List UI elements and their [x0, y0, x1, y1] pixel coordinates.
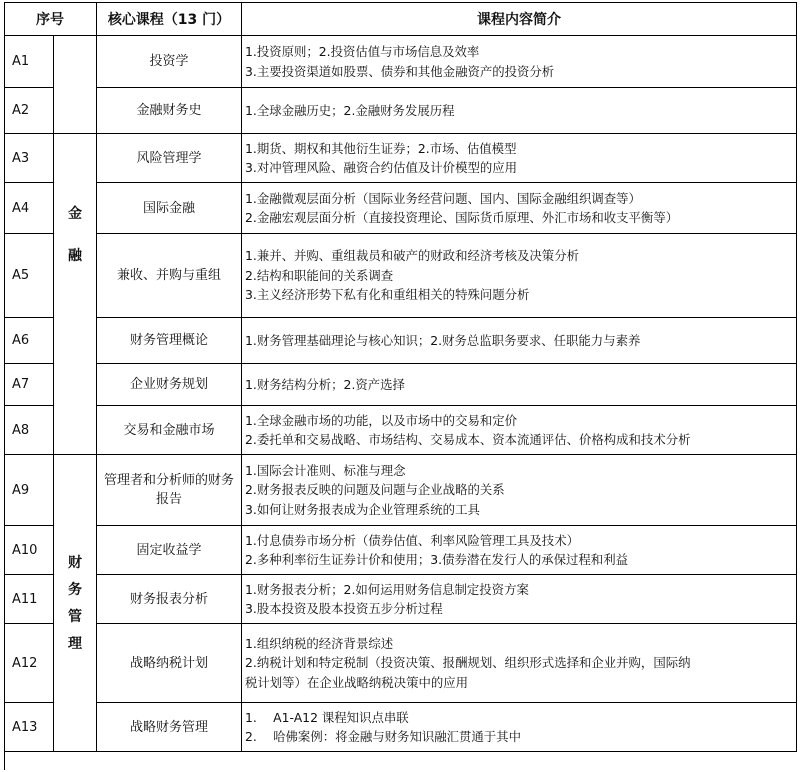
row-id — [4, 364, 54, 406]
header-course-label: 核心课程（13 门） — [107, 11, 231, 28]
row-id — [4, 234, 54, 318]
description-line: 2.多种利率衍生证券计价和使用；3.债券潜在发行人的承保过程和利益 — [245, 552, 628, 567]
course-name-label: 国际金融 — [142, 200, 195, 216]
row-id — [4, 624, 54, 703]
description-line: 1.兼并、并购、重组裁员和破产的财政和经济考核及决策分析 — [245, 248, 579, 264]
row-id — [4, 36, 54, 88]
row-id-label: A3 — [12, 150, 30, 166]
row-id-label: A13 — [12, 719, 38, 735]
description-line: 1.付息债券市场分析（债券估值、利率风险管理工具及技术） — [245, 532, 579, 548]
course-description — [242, 703, 797, 752]
course-description — [242, 183, 797, 234]
description-line: 3.对冲管理风险、融资合约估值及计价模型的应用 — [245, 160, 518, 175]
course-description — [242, 364, 797, 406]
course-name — [97, 134, 242, 183]
description-line: 1.组织纳税的经济背景综述 — [245, 635, 394, 651]
description-lines — [245, 234, 793, 317]
row-id-label: A7 — [12, 377, 30, 392]
header-index — [4, 2, 97, 36]
description-line: 3.如何让财务报表成为企业管理系统的工具 — [245, 501, 480, 517]
course-name — [97, 526, 242, 575]
course-table — [4, 2, 797, 770]
course-description — [242, 36, 797, 88]
description-line: 1. A1-A12 课程知识点串联 — [245, 709, 409, 725]
group-label-char: 管 — [68, 608, 82, 625]
course-name-label: 交易和金融市场 — [123, 422, 215, 438]
course-name — [97, 234, 242, 318]
description-line: 1.投资原则；2.投资估值与市场信息及效率 — [245, 44, 480, 60]
course-name-label: 企业财务规划 — [129, 377, 208, 392]
row-id-label: A12 — [12, 655, 38, 671]
course-name-label: 金融财务史 — [136, 103, 202, 118]
row-id — [4, 88, 54, 134]
description-line: 1.国际会计准则、标准与理念 — [245, 462, 406, 478]
row-id-label: A11 — [12, 591, 38, 607]
row-id — [4, 318, 54, 364]
description-line: 3.股本投资及股本投资五步分析过程 — [245, 601, 443, 616]
course-description — [242, 88, 797, 134]
course-name-label: 战略纳税计划 — [129, 655, 208, 671]
course-name-label: 风险管理学 — [136, 150, 202, 166]
description-line: 2.纳税计划和特定税制（投资决策、报酬规划、组织形式选择和企业并购，国际纳 — [245, 655, 691, 671]
description-line: 1.全球金融历史；2.金融财务发展历程 — [245, 102, 455, 118]
description-line: 2.财务报表反映的问题及问题与企业战略的关系 — [245, 482, 505, 498]
group-label-char: 理 — [68, 635, 82, 652]
course-name-label: 兼收、并购与重组 — [116, 268, 221, 283]
description-line: 1.财务报表分析；2.如何运用财务信息制定投资方案 — [245, 581, 529, 597]
course-name — [97, 575, 242, 624]
course-description — [242, 406, 797, 455]
group-label-char: 融 — [68, 248, 82, 264]
row-id — [4, 406, 54, 455]
description-lines — [245, 36, 793, 87]
group-label — [68, 206, 82, 264]
group-label-char: 财 — [68, 554, 82, 571]
course-name-label: 投资学 — [149, 54, 189, 69]
description-line: 2.金融宏观层面分析（直接投资理论、国际货币原理、外汇市场和收支平衡等） — [245, 210, 679, 225]
description-line: 税计划等）在企业战略纳税决策中的应用 — [245, 674, 469, 690]
row-id-label: A6 — [12, 333, 30, 348]
description-line: 2.结构和职能间的关系调查 — [245, 267, 394, 283]
header-content — [242, 2, 797, 36]
row-id-label: A9 — [12, 482, 30, 498]
course-name-label: 固定收益学 — [136, 542, 202, 558]
description-line: 1.期货、期权和其他衍生证券；2.市场、估值模型 — [245, 140, 517, 156]
description-line: 2. 哈佛案例：将金融与财务知识融汇贯通于其中 — [245, 729, 521, 744]
row-id — [4, 526, 54, 575]
course-name — [97, 183, 242, 234]
group-label-char: 务 — [68, 581, 82, 598]
description-line: 1.金融微观层面分析（国际业务经营问题、国内、国际金融组织调查等） — [245, 190, 641, 206]
course-name — [97, 36, 242, 88]
row-id-label: A10 — [12, 542, 38, 558]
group-cell — [54, 36, 97, 134]
course-name — [97, 364, 242, 406]
header-index-label: 序号 — [36, 11, 64, 28]
row-id — [4, 134, 54, 183]
description-line: 2.委托单和交易战略、市场结构、交易成本、资本流通评估、价格构成和技术分析 — [245, 432, 691, 447]
course-description — [242, 318, 797, 364]
course-name-label: 管理者和分析师的财务报告 — [103, 473, 234, 507]
course-name — [97, 624, 242, 703]
course-name — [97, 318, 242, 364]
description-lines — [245, 455, 793, 525]
description-lines — [245, 406, 793, 454]
group-label — [68, 555, 82, 652]
row-id-label: A4 — [12, 200, 30, 216]
description-lines — [245, 575, 793, 623]
course-description — [242, 575, 797, 624]
row-id — [4, 183, 54, 234]
course-name-label: 财务管理概论 — [129, 333, 208, 348]
description-line: 1.财务结构分析；2.资产选择 — [245, 376, 405, 392]
row-id-label: A5 — [12, 268, 30, 283]
description-lines — [245, 134, 793, 182]
row-id — [4, 703, 54, 752]
description-lines — [245, 364, 793, 405]
description-line: 3.主义经济形势下私有化和重组相关的特殊问题分析 — [245, 287, 530, 303]
row-id-label: A8 — [12, 422, 30, 438]
description-line: 1.全球金融市场的功能，以及市场中的交易和定价 — [245, 412, 518, 428]
course-name — [97, 88, 242, 134]
course-name — [97, 406, 242, 455]
group-cell — [54, 134, 97, 455]
course-description — [242, 234, 797, 318]
description-lines — [245, 703, 793, 751]
description-lines — [245, 526, 793, 574]
description-lines — [245, 318, 793, 363]
row-id — [4, 455, 54, 526]
course-description — [242, 624, 797, 703]
row-id — [4, 575, 54, 624]
header-content-label: 课程内容简介 — [477, 11, 561, 28]
course-description — [242, 526, 797, 575]
description-lines — [245, 624, 793, 702]
course-name — [97, 455, 242, 526]
course-name — [97, 703, 242, 752]
description-line: 3.主要投资渠道如股票、债券和其他金融资产的投资分析 — [245, 63, 555, 79]
description-lines — [245, 183, 793, 233]
row-id-label: A2 — [12, 103, 30, 118]
description-lines — [245, 88, 793, 133]
row-id-label: A1 — [12, 54, 30, 69]
group-label-char: 金 — [68, 206, 82, 222]
header-course — [97, 2, 242, 36]
group-cell — [54, 455, 97, 752]
course-name-label: 财务报表分析 — [129, 591, 208, 607]
description-line: 1.财务管理基础理论与核心知识；2.财务总监职务要求、任职能力与素养 — [245, 332, 641, 348]
course-description — [242, 134, 797, 183]
course-name-label: 战略财务管理 — [129, 719, 208, 735]
course-description — [242, 455, 797, 526]
